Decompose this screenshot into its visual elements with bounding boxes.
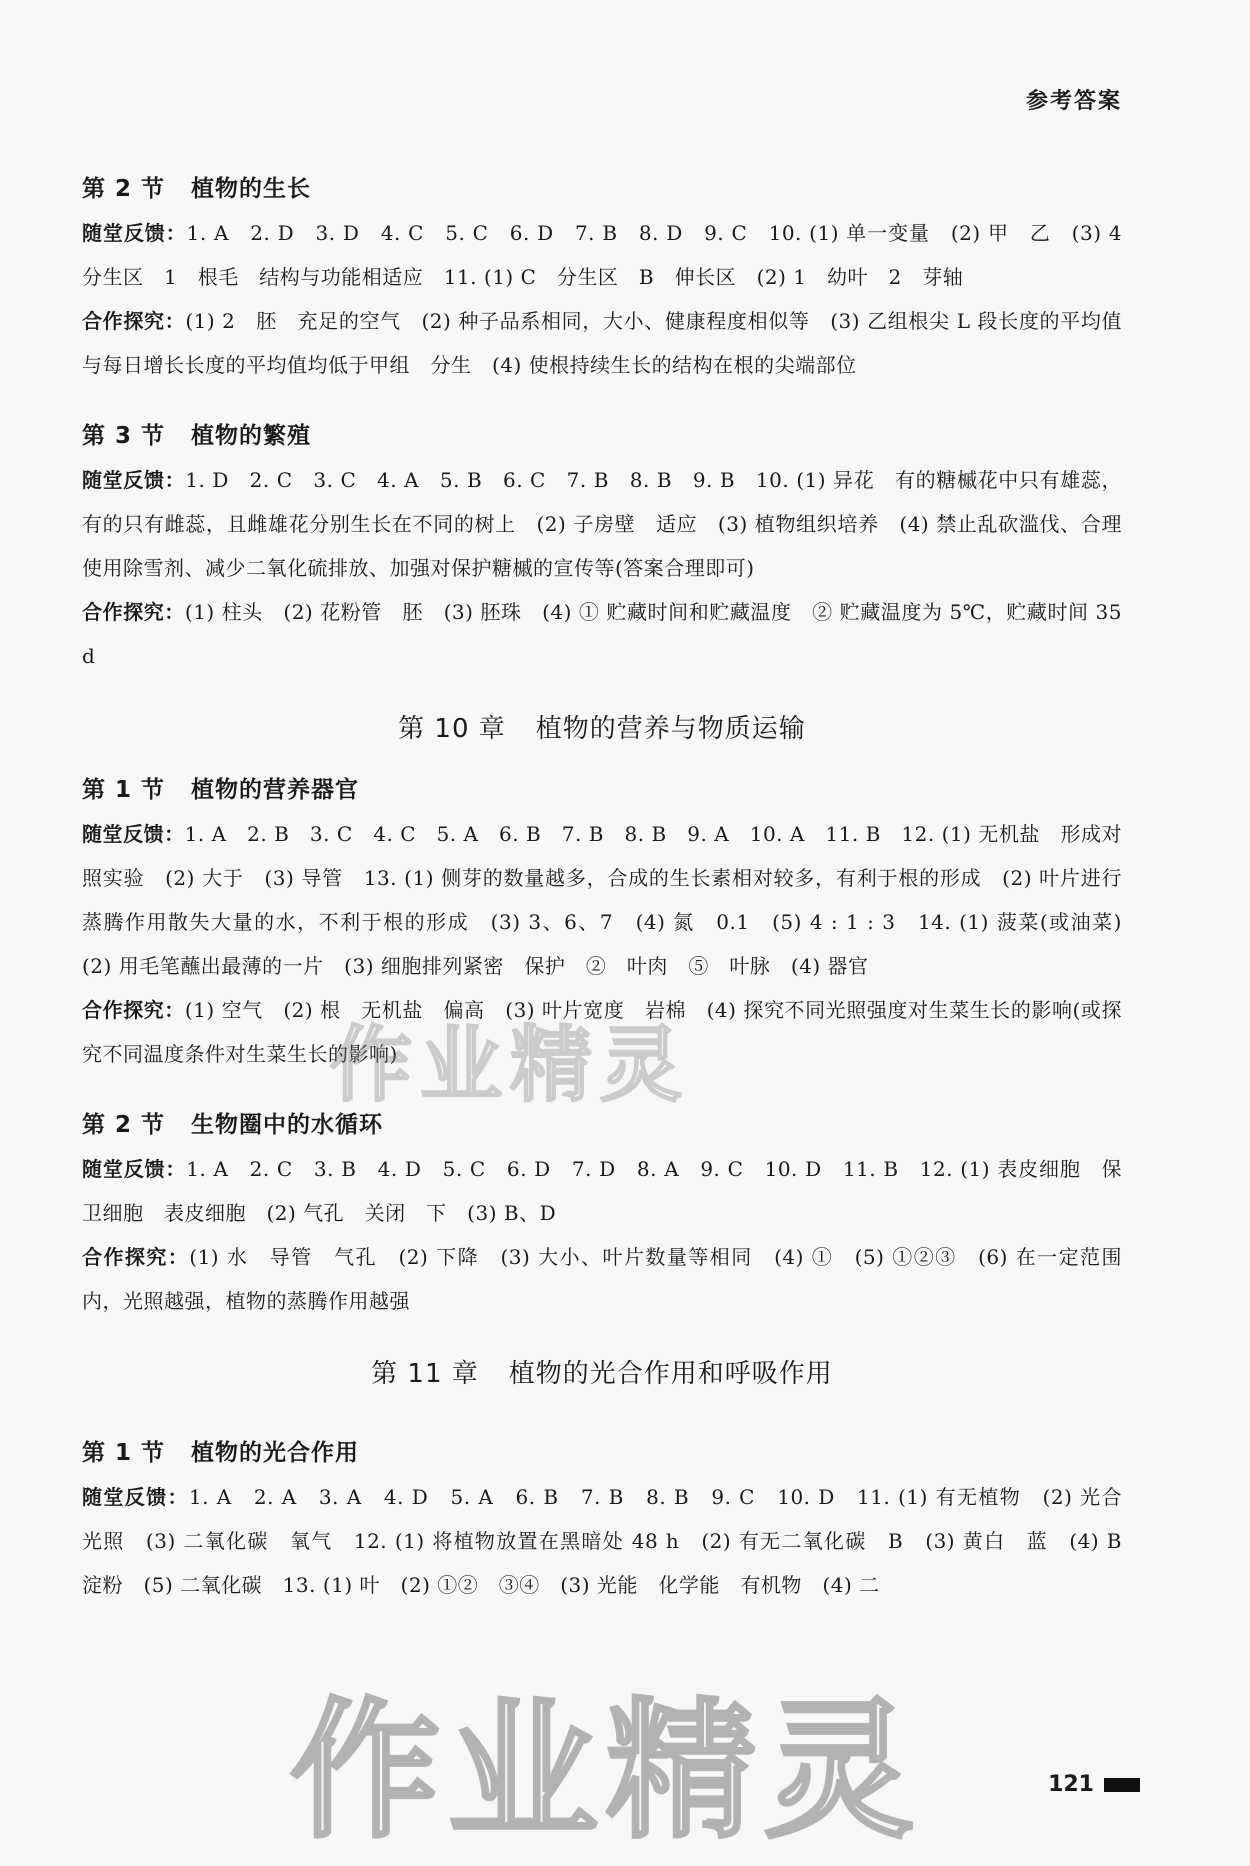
page-number [1048, 1772, 1140, 1797]
answer-content [82, 170, 1143, 1637]
section-heading [82, 170, 1122, 203]
feedback-answers [82, 211, 1143, 299]
feedback-text: 1. D 2. C 3. C 4. A 5. B 6. C 7. B 8. B 9. B 10. (1) 异花 有的糖槭花中只有雄蕊，有的只有雌蕊，且雌雄花分别生长在不同的树上 (2) 子房壁 适应 (3) 植物组织培养 (4) 禁止乱砍滥伐、合理使用除雪剂、减少二氧化硫排放、加强对保护糖槭的宣传等(答案合理即可) [82, 468, 1123, 580]
feedback-text: 1. A 2. A 3. A 4. D 5. A 6. B 7. B 8. B 9. C 10. D 11. (1) 有无植物 (2) 光合 光照 (3) 二氧化碳 氧气 12. (1) 将植物放置在黑暗处 48 h (2) 有无二氧化碳 B (3) 黄白 蓝 (4) B 淀粉 (5) 二氧化碳 13. (1) 叶 (2) ①② ③④ (3) 光能 化学能 有机物 (4) 二 [82, 1485, 1143, 1597]
section-10-1 [82, 771, 1143, 1076]
section-10-2 [82, 1106, 1122, 1323]
section-heading [82, 1434, 1122, 1467]
section-9-2 [82, 170, 1143, 387]
inquiry-label: 合作探究： [82, 600, 185, 624]
section-11-1 [82, 1434, 1143, 1607]
feedback-answers [82, 458, 1122, 590]
section-title: 植物的营养器官 [191, 777, 360, 803]
section-heading [82, 771, 1122, 804]
inquiry-text: (1) 水 导管 气孔 (2) 下降 (3) 大小、叶片数量等相同 (4) ① (5) ①②③ (6) 在一定范围内，光照越强，植物的蒸腾作用越强 [82, 1245, 1123, 1313]
chapter-title: 植物的光合作用和呼吸作用 [508, 1359, 833, 1389]
running-header: 参考答案 [1025, 89, 1122, 114]
section-title: 生物圈中的水循环 [191, 1112, 384, 1138]
section-heading [82, 1106, 1122, 1139]
inquiry-label: 合作探究： [82, 309, 186, 333]
section-number: 第 1 节 [82, 777, 166, 803]
chapter-10-heading [82, 708, 1122, 745]
feedback-label: 随堂反馈： [82, 1157, 187, 1181]
inquiry-answers [82, 988, 1122, 1076]
inquiry-text: (1) 2 胚 充足的空气 (2) 种子品系相同，大小、健康程度相似等 (3) 乙组根尖 L 段长度的平均值与每日增长长度的平均值均低于甲组 分生 (4) 使根持续生长的结构在根的尖端部位 [82, 309, 1122, 377]
watermark-faint: 作业精灵 [330, 1018, 691, 1113]
feedback-answers [82, 1147, 1122, 1235]
inquiry-answers [82, 590, 1122, 678]
section-title: 植物的繁殖 [191, 423, 312, 449]
feedback-label: 随堂反馈： [82, 822, 185, 846]
section-9-3 [82, 417, 1122, 678]
feedback-label: 随堂反馈： [82, 1485, 189, 1509]
feedback-answers [82, 1475, 1143, 1607]
inquiry-text: (1) 空气 (2) 根 无机盐 偏高 (3) 叶片宽度 岩棉 (4) 探究不同光照强度对生菜生长的影响(或探究不同温度条件对生菜生长的影响) [82, 998, 1122, 1066]
chapter-11-heading [82, 1353, 1122, 1390]
section-title: 植物的光合作用 [191, 1440, 360, 1466]
chapter-number: 第 11 章 [371, 1359, 479, 1389]
section-number: 第 2 节 [82, 176, 166, 202]
section-heading [82, 417, 1122, 450]
feedback-text: 1. A 2. B 3. C 4. C 5. A 6. B 7. B 8. B 9. A 10. A 11. B 12. (1) 无机盐 形成对照实验 (2) 大于 (3) 导管 13. (1) 侧芽的数量越多，合成的生长素相对较多，有利于根的形成 (2) 叶片进行蒸腾作用散失大量的水，不利于根的形成 (3) 3、6、7 (4) 氮 0.1 (5) 4 : 1 : 3 14. (1) 菠菜(或油菜) (2) 用毛笔蘸出最薄的一片 (3) 细胞排列紧密 保护 ② 叶肉 ⑤ 叶脉 (4) 器官 [82, 822, 1143, 978]
inquiry-text: (1) 柱头 (2) 花粉管 胚 (3) 胚珠 (4) ① 贮藏时间和贮藏温度 ② 贮藏温度为 5℃，贮藏时间 35 d [82, 600, 1122, 668]
feedback-text: 1. A 2. C 3. B 4. D 5. C 6. D 7. D 8. A 9. C 10. D 11. B 12. (1) 表皮细胞 保卫细胞 表皮细胞 (2) 气孔 关闭 下 (3) B、D [82, 1157, 1123, 1225]
section-number: 第 3 节 [82, 423, 166, 449]
section-number: 第 2 节 [82, 1112, 166, 1138]
chapter-title: 植物的营养与物质运输 [535, 714, 806, 744]
feedback-label: 随堂反馈： [82, 468, 186, 492]
inquiry-answers [82, 299, 1122, 387]
inquiry-answers [82, 1235, 1122, 1323]
inquiry-label: 合作探究： [82, 998, 185, 1022]
feedback-text: 1. A 2. D 3. D 4. C 5. C 6. D 7. B 8. D 9. C 10. (1) 单一变量 (2) 甲 乙 (3) 4 分生区 1 根毛 结构与功能相适应 11. (1) C 分生区 B 伸长区 (2) 1 幼叶 2 芽轴 [82, 221, 1143, 289]
section-title: 植物的生长 [191, 176, 312, 202]
section-number: 第 1 节 [82, 1440, 166, 1466]
chapter-number: 第 10 章 [398, 714, 506, 744]
inquiry-label: 合作探究： [82, 1245, 190, 1269]
feedback-label: 随堂反馈： [82, 221, 187, 245]
feedback-answers [82, 812, 1143, 988]
page-number-text: 121 [1048, 1772, 1094, 1797]
watermark-large: 作业精灵 [290, 1685, 923, 1859]
page-marker-bar [1104, 1778, 1140, 1792]
